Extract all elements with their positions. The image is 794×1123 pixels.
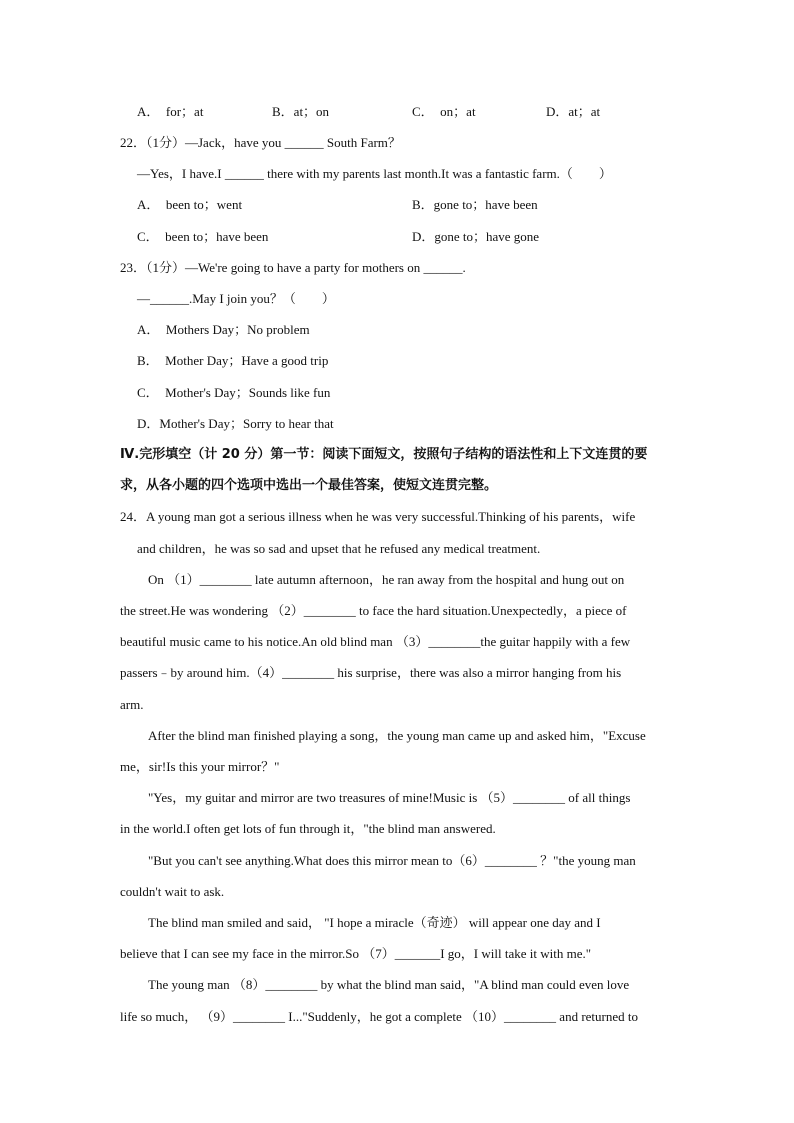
passage-line: me，sir!Is this your mirror？": [120, 759, 280, 774]
passage-line: the street.He was wondering （2）________ to face the hard situation.Unexpectedly，a piece of: [120, 603, 627, 618]
q23-option-b: B． Mother Day；Have a good trip: [137, 353, 329, 368]
passage-line: "But you can't see anything.What does this mirror mean to（6）________ ？"the young man: [148, 853, 636, 868]
section-heading-line2: 求，从各小题的四个选项中选出一个最佳答案，使短文连贯完整。: [120, 478, 498, 493]
q23-option-c: C． Mother's Day；Sounds like fun: [137, 385, 331, 400]
q22-stem: 22．（1分）—Jack，have you ______ South Farm？: [120, 135, 401, 150]
section-heading-line1: Ⅳ.完形填空（计 20 分）第一节：阅读下面短文，按照句子结构的语法性和上下文连贯的要: [120, 447, 648, 462]
passage-line: arm.: [120, 697, 144, 712]
passage-line: life so much， （9）________ I..."Suddenly，he got a complete （10）________ and returned to: [120, 1009, 639, 1024]
q22-option-b: B．gone to；have been: [412, 197, 538, 212]
q23-reply: —______.May I join you？（ ）: [137, 291, 335, 306]
passage-line: in the world.I often get lots of fun through it，"the blind man answered.: [120, 821, 496, 836]
passage-line: beautiful music came to his notice.An old blind man （3）________the guitar happily with a few: [120, 634, 631, 649]
q21-option-d: D．at；at: [546, 104, 601, 119]
q22-reply: —Yes，I have.I ______ there with my parents last month.It was a fantastic farm.（ ）: [137, 166, 612, 181]
passage-line: The young man （8）________ by what the blind man said，"A blind man could even love: [148, 977, 630, 992]
passage-line: After the blind man finished playing a song，the young man came up and asked him，"Excuse: [148, 728, 646, 743]
passage-line: and children，he was so sad and upset that he refused any medical treatment.: [137, 541, 541, 556]
passage-line: "Yes，my guitar and mirror are two treasures of mine!Music is （5）________ of all things: [148, 790, 631, 805]
passage-line: 24．A young man got a serious illness when he was very successful.Thinking of his parents，wife: [120, 509, 636, 524]
q21-option-a: A． for；at: [137, 104, 204, 119]
q22-option-a: A． been to；went: [137, 197, 243, 212]
q21-option-b: B．at；on: [272, 104, 330, 119]
q22-option-c: C． been to；have been: [137, 229, 269, 244]
passage-line: passers﹣by around him.（4）________ his surprise，there was also a mirror hanging from his: [120, 665, 622, 680]
q23-option-a: A． Mothers Day；No problem: [137, 322, 310, 337]
q22-option-d: D．gone to；have gone: [412, 229, 540, 244]
q23-option-d: D．Mother's Day；Sorry to hear that: [137, 416, 334, 431]
passage-line: couldn't wait to ask.: [120, 884, 225, 899]
passage-line: On （1）________ late autumn afternoon，he ran away from the hospital and hung out on: [148, 572, 625, 587]
passage-line: believe that I can see my face in the mirror.So （7）_______I go，I will take it with me.": [120, 946, 592, 961]
passage-line: The blind man smiled and said， "I hope a miracle（奇迹） will appear one day and I: [148, 915, 601, 930]
q21-option-c: C． on；at: [412, 104, 476, 119]
q23-stem: 23．（1分）—We're going to have a party for mothers on ______.: [120, 260, 466, 275]
